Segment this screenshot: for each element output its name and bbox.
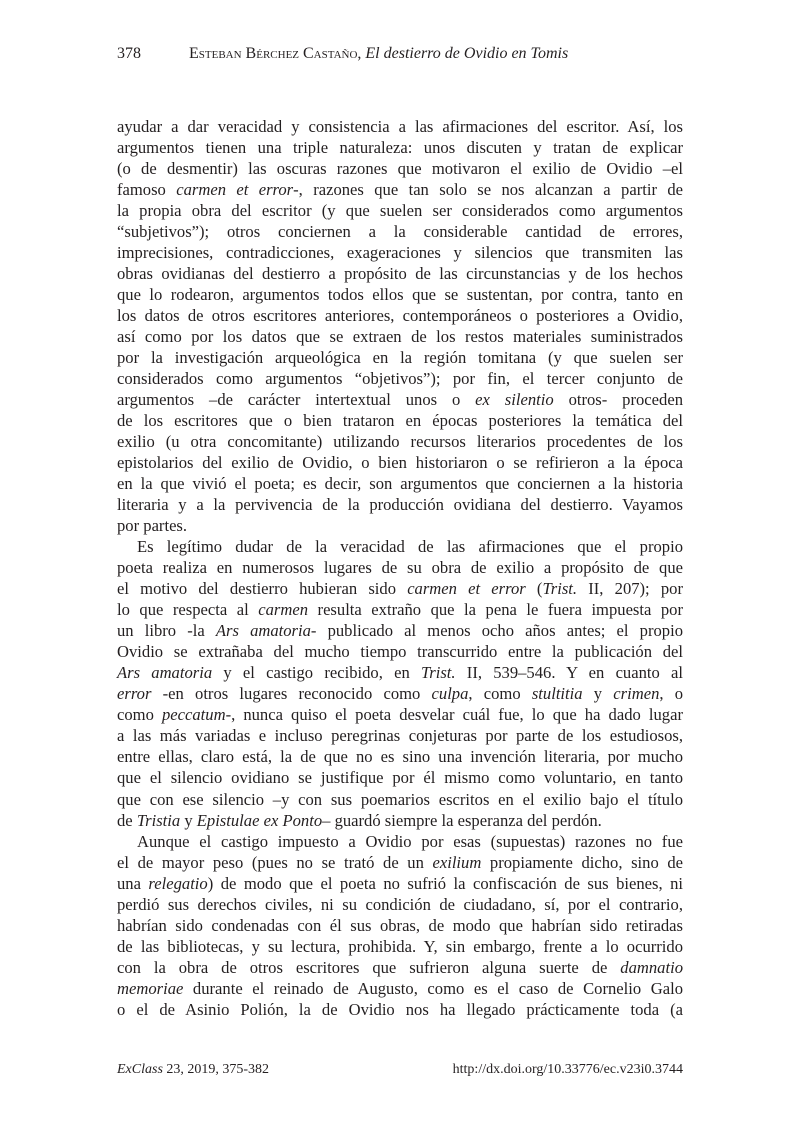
text-line: [117, 789, 683, 810]
text-line: [117, 599, 683, 620]
body-text: [117, 116, 683, 1020]
text-line: [117, 873, 683, 894]
italic-term: stultitia: [531, 684, 583, 704]
text-line: [117, 473, 683, 494]
text-segment: por partes.: [117, 516, 188, 536]
running-footer: [117, 1062, 683, 1078]
italic-term: Trist.: [542, 579, 578, 599]
text-segment: por la investigación arqueológica en la región tomitana (y que suelen ser: [117, 348, 683, 368]
text-segment: -, razones que tan solo se nos alcanzan a partir de: [293, 180, 684, 200]
text-line: [117, 767, 683, 788]
text-segment: entre ellas, claro está, la de que no es sino una invención literaria, por mucho: [117, 747, 683, 767]
volume-pages: 23, 2019, 375-382: [162, 1062, 270, 1077]
text-segment: otros- proceden: [553, 390, 683, 410]
text-segment: epistolarios del exilio de Ovidio, o bien historiaron o se refirieron a la época: [117, 453, 683, 473]
text-segment: ayudar a dar veracidad y consistencia a las afirmaciones del escritor. Así, los: [117, 117, 683, 136]
text-line: [117, 305, 683, 326]
text-line: [117, 557, 683, 578]
text-segment: exilio (u otra concomitante) utilizando recursos literarios procedentes de los: [117, 432, 683, 452]
italic-term: crimen: [613, 684, 660, 704]
text-segment: famoso: [117, 180, 177, 200]
text-segment: ) de modo que el poeta no sufrió la confiscación de sus bienes, ni: [207, 873, 683, 893]
text-line: [117, 536, 683, 557]
text-segment: “subjetivos”); otros conciernen a la considerable cantidad de errores,: [117, 222, 683, 242]
text-segment: durante el reinado de Augusto, como es el caso de Cornelio Galo: [183, 978, 683, 998]
text-segment: Aunque el castigo impuesto a Ovidio por esas (supuestas) razones no fue: [137, 831, 683, 851]
text-segment: Es legítimo dudar de la veracidad de las afirmaciones que el propio: [137, 537, 683, 557]
text-segment: la propia obra del escritor (y que suelen ser considerados como argumentos: [117, 201, 683, 221]
text-segment: con la obra de otros escritores que sufrieron alguna suerte de: [117, 957, 621, 977]
text-line: [117, 242, 683, 263]
text-line: [117, 368, 683, 389]
italic-term: carmen et error: [407, 579, 526, 599]
text-segment: que el silencio ovidiano se justifique por él mismo como voluntario, en tanto: [117, 768, 683, 788]
text-segment: -, nunca quiso el poeta desvelar cuál fue, lo que ha dado lugar: [225, 705, 683, 725]
page-number: 378: [117, 45, 141, 62]
text-segment: y: [582, 684, 614, 704]
text-line: [117, 263, 683, 284]
text-segment: de: [117, 810, 137, 830]
text-segment: y el castigo recibido, en: [212, 663, 421, 683]
text-line: [117, 452, 683, 473]
text-segment: a las más variadas e incluso peregrinas conjeturas por parte de los estudiosos,: [117, 726, 683, 746]
text-segment: en la que vivió el poeta; es decir, son argumentos que conciernen a la historia: [117, 474, 683, 494]
text-line: [117, 683, 683, 704]
text-segment: un libro -la: [117, 621, 216, 641]
paragraph: [117, 831, 683, 1020]
italic-term: damnatio: [620, 957, 683, 977]
text-line: [117, 389, 683, 410]
text-segment: (o de desmentir) las oscuras razones que motivaron el exilio de Ovidio –el: [117, 159, 683, 179]
header-separator: ,: [357, 45, 366, 62]
text-line: [117, 704, 683, 725]
italic-term: carmen: [258, 600, 309, 620]
text-line: [117, 894, 683, 915]
text-segment: , o: [659, 684, 684, 704]
italic-term: exilium: [432, 852, 482, 872]
text-line: [117, 200, 683, 221]
italic-term: relegatio: [148, 873, 208, 893]
italic-term: peccatum: [161, 705, 226, 725]
italic-term: Epistulae ex Ponto: [196, 810, 323, 830]
text-line: [117, 221, 683, 242]
italic-term: carmen et error: [176, 180, 294, 200]
text-segment: como: [117, 705, 162, 725]
text-segment: - publicado al menos ocho años antes; el propio: [310, 621, 683, 641]
text-line: [117, 158, 683, 179]
text-segment: (: [525, 579, 543, 599]
text-line: [117, 810, 683, 831]
text-segment: una: [117, 873, 149, 893]
text-segment: perdió sus derechos civiles, ni su condición de ciudadano, sí, por el contrario,: [117, 894, 683, 914]
text-segment: que lo rodearon, argumentos todos ellos que se sustentan, por contra, tanto en: [117, 285, 683, 305]
text-segment: el de mayor peso (pues no se trató de un: [117, 852, 433, 872]
text-segment: literaria y a la pervivencia de la producción ovidiana del destierro. Vayamos: [117, 495, 683, 515]
text-segment: de las bibliotecas, y su lectura, prohibida. Y, sin embargo, frente a lo ocurrido: [117, 936, 683, 956]
text-segment: los datos de otros escritores anteriores, contemporáneos o posteriores a Ovidio,: [117, 306, 683, 326]
text-line: [117, 662, 683, 683]
running-header: [117, 45, 683, 63]
text-line: [117, 326, 683, 347]
text-line: [117, 116, 683, 137]
text-line: [117, 179, 683, 200]
doi-link[interactable]: http://dx.doi.org/10.33776/ec.v23i0.3744: [452, 1062, 683, 1077]
paragraph: [117, 536, 683, 830]
text-segment: II, 207); por: [577, 579, 683, 599]
text-line: [117, 431, 683, 452]
text-line: [117, 284, 683, 305]
text-line: [117, 936, 683, 957]
text-line: [117, 978, 683, 999]
text-segment: de los escritores que o bien trataron en épocas posteriores la temática del: [117, 411, 683, 431]
italic-term: Tristia: [136, 810, 181, 830]
italic-term: memoriae: [117, 978, 184, 998]
text-segment: así como por los datos que se extraen de los restos materiales suministrados: [117, 327, 683, 347]
italic-term: ex silentio: [475, 390, 554, 410]
text-line: [117, 494, 683, 515]
paragraph: [117, 116, 683, 536]
text-line: [117, 957, 683, 978]
author-name: Esteban Bérchez Castaño: [189, 45, 358, 62]
text-segment: Ovidio se extrañaba del mucho tiempo transcurrido entre la publicación del: [117, 642, 683, 662]
italic-term: Trist.: [420, 663, 456, 683]
italic-term: error: [117, 684, 152, 704]
journal-name: ExClass: [117, 1062, 163, 1077]
text-segment: II, 539–546. Y en cuanto al: [455, 663, 683, 683]
text-segment: habrían sido condenadas con él sus obras, de modo que habrían sido retiradas: [117, 915, 683, 935]
text-line: [117, 347, 683, 368]
italic-term: culpa: [431, 684, 469, 704]
article-title: El destierro de Ovidio en Tomis: [365, 45, 569, 62]
text-segment: y: [180, 810, 197, 830]
text-segment: que con ese silencio –y con sus poemarios escritos en el exilio bajo el título: [117, 789, 683, 809]
text-segment: , como: [468, 684, 532, 704]
text-segment: imprecisiones, contradicciones, exageraciones y silencios que transmiten las: [117, 243, 683, 263]
italic-term: Ars amatoria: [117, 663, 213, 683]
text-line: [117, 620, 683, 641]
text-line: [117, 746, 683, 767]
text-line: [117, 852, 683, 873]
text-segment: resulta extraño que la pena le fuera impuesta por: [308, 600, 683, 620]
text-segment: argumentos tienen una triple naturaleza: unos discuten y tratan de explicar: [117, 138, 683, 158]
text-line: [117, 915, 683, 936]
text-segment: propiamente dicho, sino de: [481, 852, 684, 872]
text-segment: obras ovidianas del destierro a propósito de las circunstancias y de los hechos: [117, 264, 683, 284]
text-line: [117, 515, 683, 536]
text-segment: considerados como argumentos “objetivos”); por fin, el tercer conjunto de: [117, 369, 683, 389]
text-segment: argumentos –de carácter intertextual unos o: [117, 390, 476, 410]
text-line: [117, 137, 683, 158]
text-line: [117, 999, 683, 1020]
text-segment: – guardó siempre la esperanza del perdón.: [322, 810, 602, 830]
text-line: [117, 725, 683, 746]
text-segment: lo que respecta al: [117, 600, 259, 620]
italic-term: Ars amatoria: [215, 621, 311, 641]
text-line: [117, 831, 683, 852]
text-segment: poeta realiza en numerosos lugares de su obra de exilio a propósito de que: [117, 558, 683, 578]
text-segment: -en otros lugares reconocido como: [151, 684, 432, 704]
text-segment: el motivo del destierro hubieran sido: [117, 579, 408, 599]
text-segment: o el de Asinio Polión, la de Ovidio nos ha llegado prácticamente toda (a: [117, 999, 683, 1019]
text-line: [117, 410, 683, 431]
text-line: [117, 641, 683, 662]
text-line: [117, 578, 683, 599]
journal-citation: [117, 1062, 269, 1078]
